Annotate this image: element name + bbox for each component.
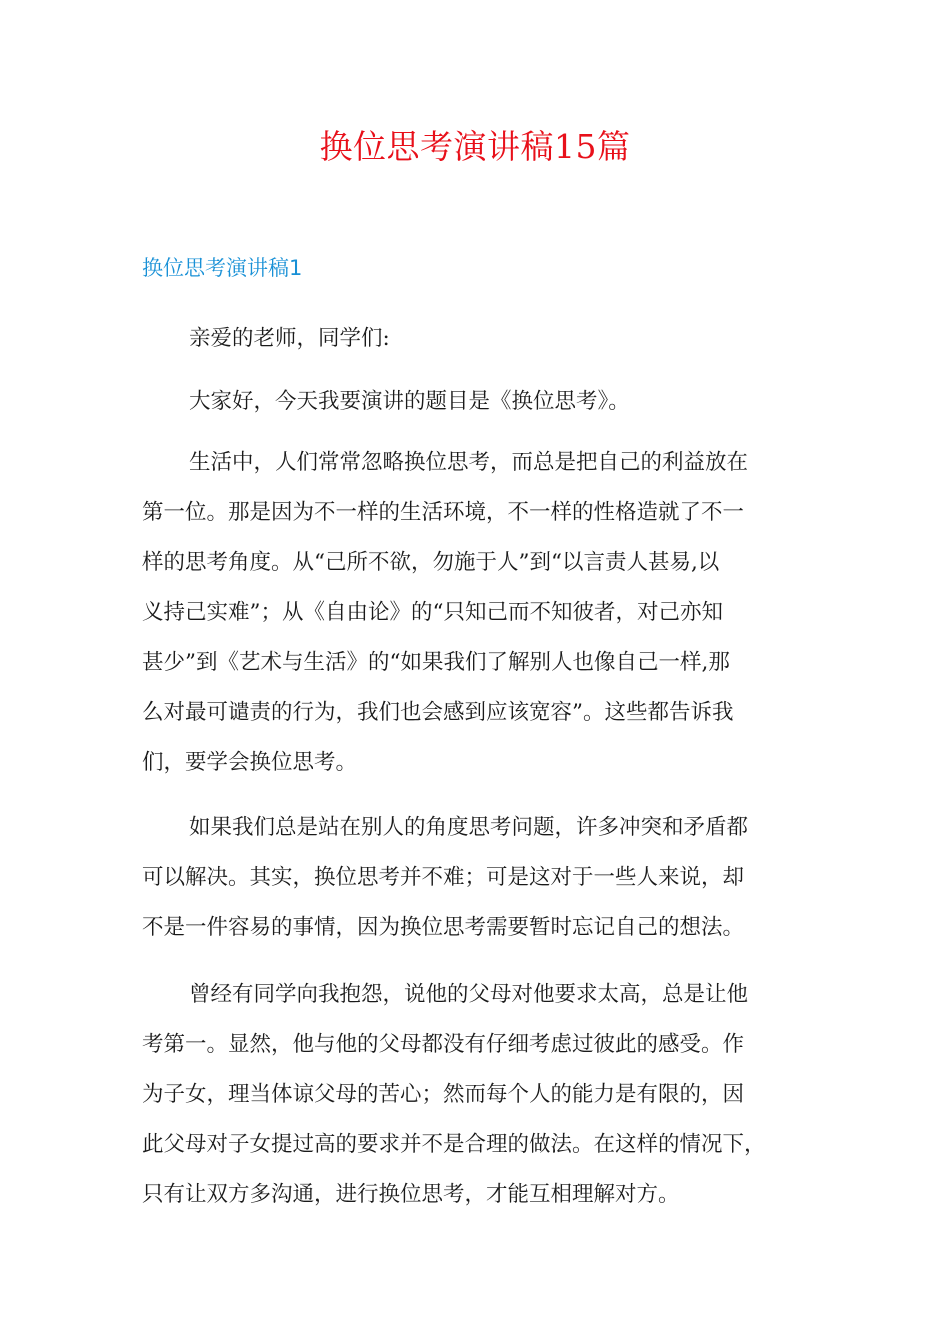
paragraph-line: 如果我们总是站在别人的角度思考问题，许多冲突和矛盾都 xyxy=(189,815,749,840)
paragraph-line: 第一位。那是因为不一样的生活环境，不一样的性格造就了不一 xyxy=(142,500,745,525)
paragraph-line: 不是一件容易的事情，因为换位思考需要暂时忘记自己的想法。 xyxy=(142,915,745,940)
section-heading: 换位思考演讲稿1 xyxy=(142,256,303,280)
paragraph-line: 生活中，人们常常忽略换位思考，而总是把自己的利益放在 xyxy=(189,450,749,475)
paragraph-line: 此父母对子女提过高的要求并不是合理的做法。在这样的情况下， xyxy=(142,1132,766,1157)
paragraph-line: 样的思考角度。从“己所不欲，勿施于人”到“以言责人甚易,以 xyxy=(142,550,720,575)
body-paragraph-1 xyxy=(142,438,814,788)
paragraph-line: 们，要学会换位思考。 xyxy=(142,750,358,775)
paragraph-line: 为子女，理当体谅父母的苦心；然而每个人的能力是有限的，因 xyxy=(142,1082,745,1107)
paragraph-line: 可以解决。其实，换位思考并不难；可是这对于一些人来说，却 xyxy=(142,865,745,890)
paragraph-line: 么对最可谴责的行为，我们也会感到应该宽容”。这些都告诉我 xyxy=(142,700,734,725)
body-paragraph-2 xyxy=(142,803,814,953)
body-paragraph-3 xyxy=(142,970,814,1220)
paragraph-line: 甚少”到《艺术与生活》的“如果我们了解别人也像自己一样,那 xyxy=(142,650,730,675)
document-title: 换位思考演讲稿15篇 xyxy=(319,127,631,166)
greeting-paragraph xyxy=(142,314,814,364)
paragraph-line: 考第一。显然，他与他的父母都没有仔细考虑过彼此的感受。作 xyxy=(142,1032,745,1057)
paragraph-line: 只有让双方多沟通，进行换位思考，才能互相理解对方。 xyxy=(142,1182,680,1207)
greeting-line: 亲爱的老师，同学们: xyxy=(189,326,390,351)
paragraph-line: 义持己实难”；从《自由论》的“只知己而不知彼者，对己亦知 xyxy=(142,600,723,625)
paragraph-line: 曾经有同学向我抱怨，说他的父母对他要求太高，总是让他 xyxy=(189,982,749,1007)
opening-paragraph xyxy=(142,377,814,427)
opening-line: 大家好，今天我要演讲的题目是《换位思考》。 xyxy=(189,389,630,414)
